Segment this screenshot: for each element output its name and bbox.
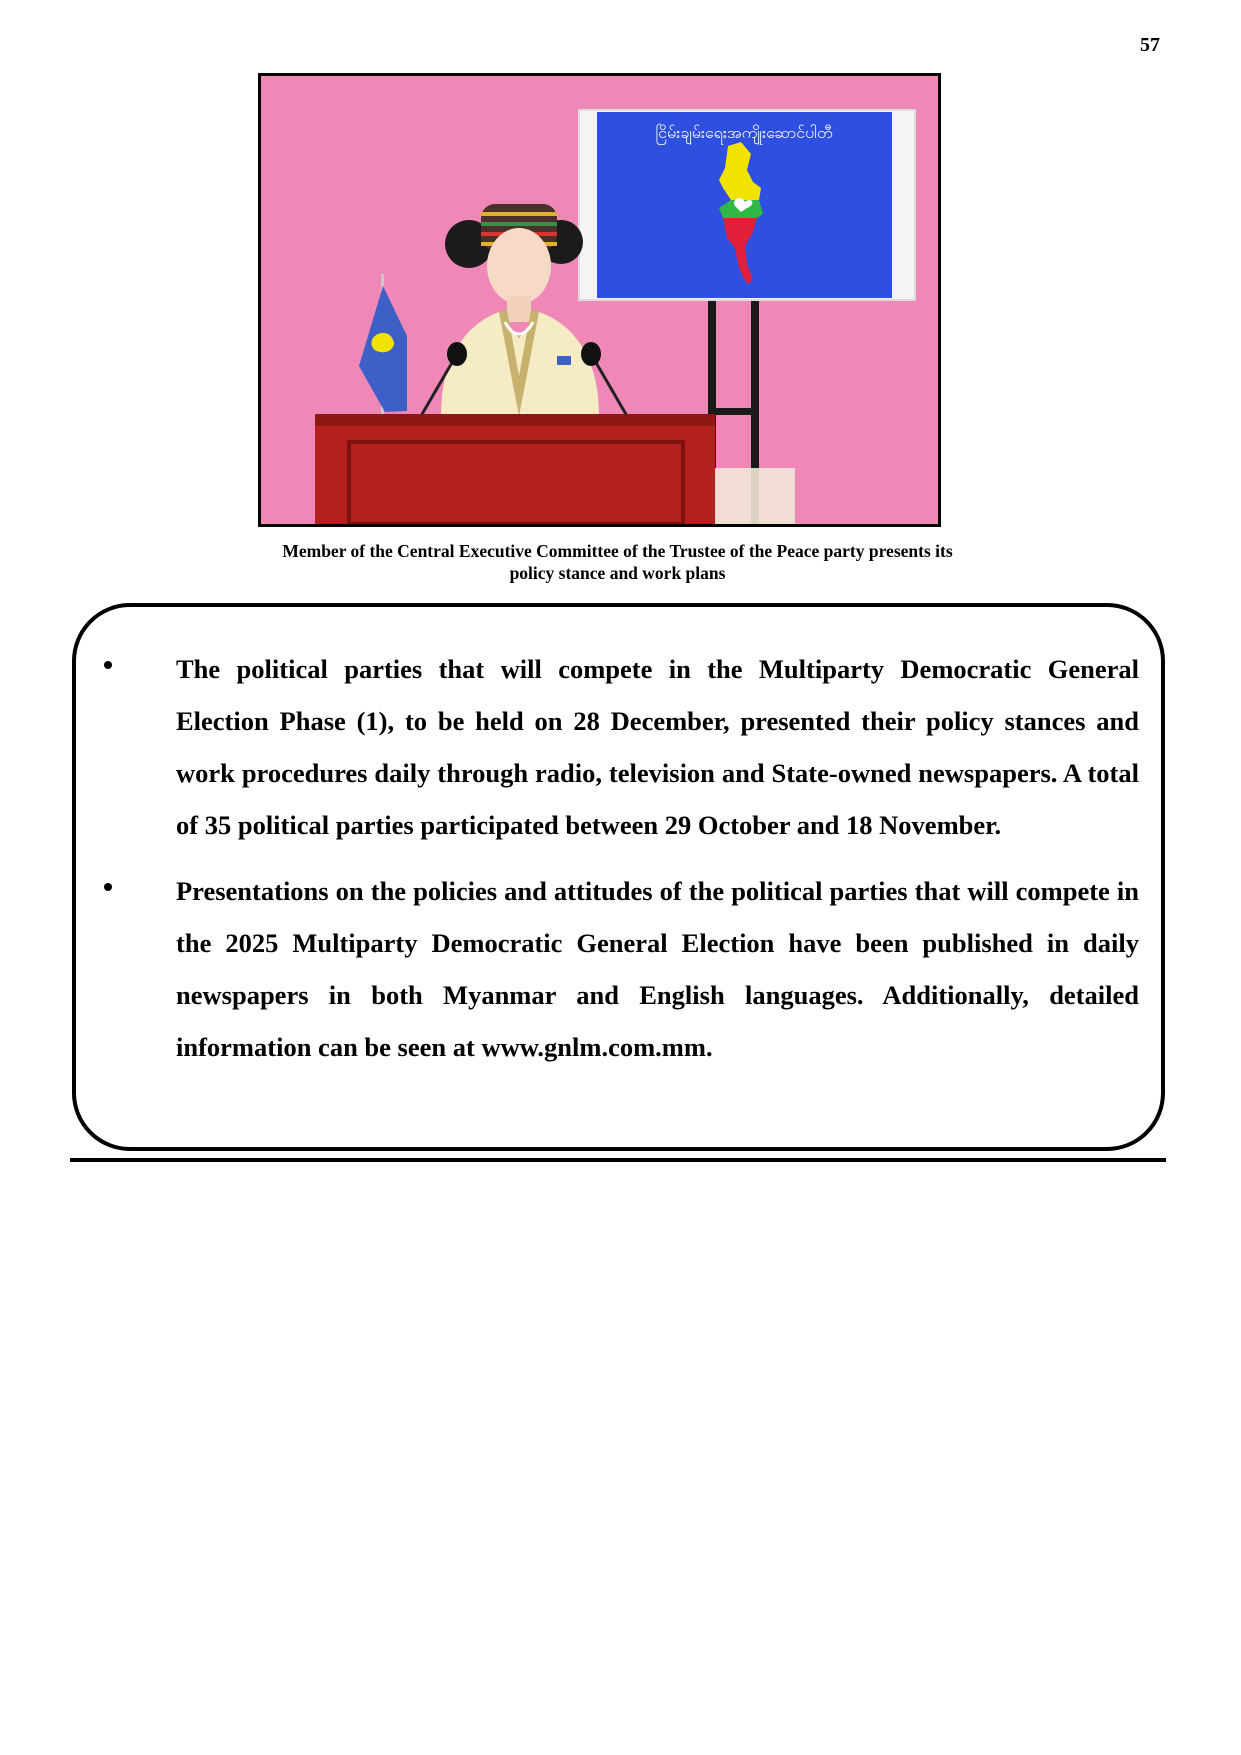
bullet-list xyxy=(104,643,1139,1073)
bullet-dot-icon xyxy=(104,883,112,891)
bullet-text: Presentations on the policies and attitudes of the political parties that will compete in the 2025 Multiparty Democratic General Election have been published in daily newspapers in both Myanmar and English languages. Additionally, detailed information can be seen at www.gnlm.com.mm. xyxy=(176,876,1139,1062)
caption-line-1: Member of the Central Executive Committee of the Trustee of the Peace party presents its xyxy=(282,541,953,561)
photo-caption xyxy=(160,540,1075,584)
caption-line-2: policy stance and work plans xyxy=(509,563,726,583)
display-screen xyxy=(579,110,915,300)
podium xyxy=(315,414,715,524)
bullet-item xyxy=(104,865,1139,1073)
screen-party-title: ငြိမ်းချမ်းရေးအကျိုးဆောင်ပါတီ xyxy=(655,123,833,142)
page-number: 57 xyxy=(1140,34,1160,56)
bottom-rule xyxy=(70,1158,1166,1162)
bullet-dot-icon xyxy=(104,661,112,669)
bullet-item xyxy=(104,643,1139,851)
info-box xyxy=(72,603,1165,1151)
news-photo xyxy=(258,73,941,527)
bullet-text: The political parties that will compete in the Multiparty Democratic General Election Phase (1), to be held on 28 December, presented their policy stances and work procedures daily through radio, television and State-owned newspapers. A total of 35 political parties participated between 29 October and 18 November. xyxy=(176,654,1139,840)
desk-paper xyxy=(715,468,795,524)
